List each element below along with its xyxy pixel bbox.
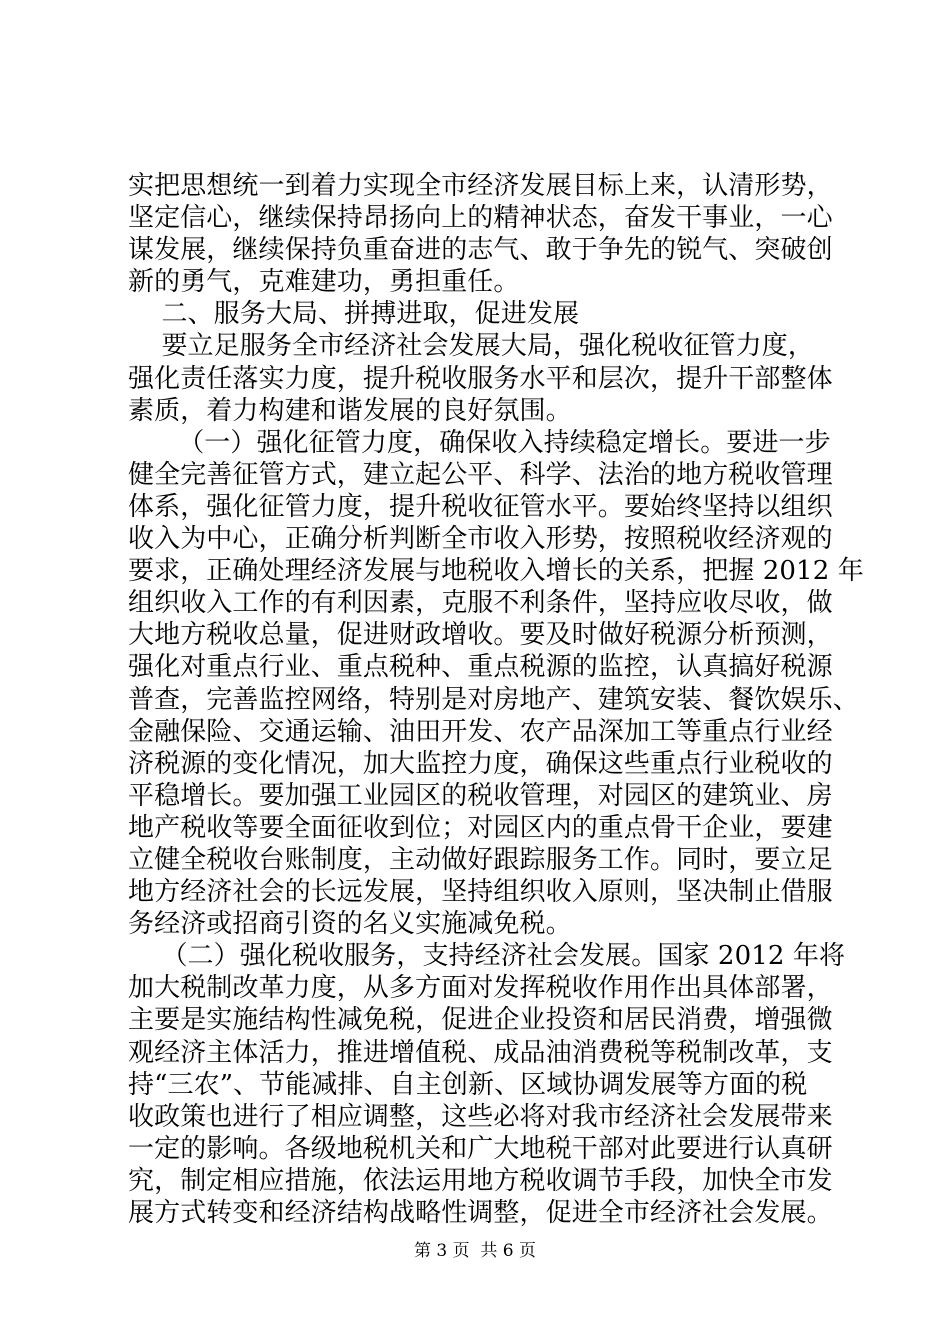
body-text — [128, 170, 864, 1229]
text-line: 平稳增长。要加强工业园区的税收管理，对园区的建筑业、房 — [128, 780, 833, 811]
text-line: 地方经济社会的长远发展，坚持组织收入原则，坚决制止借服 — [128, 877, 833, 908]
text-line: 大地方税收总量，促进财政增收。要及时做好税源分析预测， — [128, 620, 833, 651]
page-number: 第 3 页 共 6 页 — [413, 1241, 537, 1261]
text-line: 究，制定相应措施，依法运用地方税收调节手段，加快全市发 — [128, 1165, 833, 1196]
text-line: 济税源的变化情况，加大监控力度，确保这些重点行业税收的 — [128, 748, 833, 779]
text-line: 收政策也进行了相应调整，这些必将对我市经济社会发展带来 — [128, 1101, 833, 1132]
text-line: 加大税制改革力度，从多方面对发挥税收作用作出具体部署， — [128, 973, 833, 1004]
text-line: 素质，着力构建和谐发展的良好氛围。 — [128, 395, 572, 426]
text-line: 地产税收等要全面征收到位；对园区内的重点骨干企业，要建 — [128, 812, 833, 843]
text-line: 谋发展，继续保持负重奋进的志气、敢于争先的锐气、突破创 — [128, 235, 833, 266]
text-line: 主要是实施结构性减免税，促进企业投资和居民消费，增强微 — [128, 1005, 833, 1036]
text-line: 持“三农”、节能减排、自主创新、区域协调发展等方面的税 — [128, 1069, 808, 1100]
text-line: 坚定信心，继续保持昂扬向上的精神状态，奋发干事业，一心 — [128, 203, 833, 234]
text-line: 组织收入工作的有利因素，克服不利条件，坚持应收尽收，做 — [128, 588, 833, 619]
text-line: 观经济主体活力，推进增值税、成品油消费税等税制改革，支 — [128, 1037, 833, 1068]
text-line: 普查，完善监控网络，特别是对房地产、建筑安装、餐饮娱乐、 — [128, 684, 859, 715]
section-heading: 二、服务大局、拼搏进取，促进发展 — [128, 299, 580, 330]
text-line: 实把思想统一到着力实现全市经济发展目标上来，认清形势， — [128, 171, 833, 201]
subsection-heading-1: （一）强化征管力度，确保收入持续稳定增长。要进一步 — [128, 427, 831, 458]
page-footer — [0, 1241, 950, 1261]
text-line: 一定的影响。各级地税机关和广大地税干部对此要进行认真研 — [128, 1133, 833, 1164]
text-line: 展方式转变和经济结构战略性调整，促进全市经济社会发展。 — [128, 1198, 833, 1228]
text-line: 体系，强化征管力度，提升税收征管水平。要始终坚持以组织 — [128, 491, 833, 522]
text-line: 收入为中心，正确分析判断全市收入形势，按照税收经济观的 — [128, 524, 833, 555]
text-line: 要立足服务全市经济社会发展大局，强化税收征管力度， — [128, 331, 814, 362]
text-line: 务经济或招商引资的名义实施减免税。 — [128, 909, 572, 940]
text-line: 强化对重点行业、重点税种、重点税源的监控，认真搞好税源 — [128, 652, 833, 683]
text-line: 健全完善征管方式，建立起公平、科学、法治的地方税收管理 — [128, 459, 833, 490]
text-line: 强化责任落实力度，提升税收服务水平和层次，提升干部整体 — [128, 363, 833, 394]
text-line: 金融保险、交通运输、油田开发、农产品深加工等重点行业经 — [128, 716, 833, 747]
text-line: 要求，正确处理经济发展与地税收入增长的关系，把握 2012 年 — [128, 556, 864, 587]
text-line: 立健全税收台账制度，主动做好跟踪服务工作。同时，要立足 — [128, 844, 833, 875]
subsection-heading-2: （二）强化税收服务，支持经济社会发展。国家 2012 年将 — [128, 941, 846, 972]
text-line: 新的勇气，克难建功，勇担重任。 — [128, 267, 520, 298]
